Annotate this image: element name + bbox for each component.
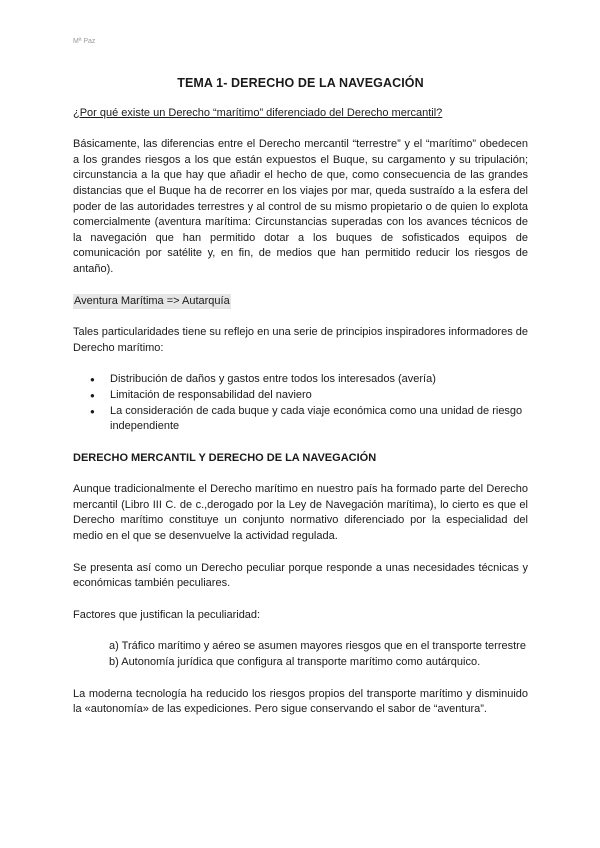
highlighted-note: Aventura Marítima => Autarquía [73, 294, 231, 310]
list-item: b) Autonomía jurídica que configura al transporte marítimo como autárquico. [109, 656, 481, 669]
list-item: a) Tráfico marítimo y aéreo se asumen mayores riesgos que en el transporte terrestre [109, 640, 526, 653]
principles-list [73, 372, 528, 434]
section-heading: DERECHO MERCANTIL Y DERECHO DE LA NAVEGACIÓN [73, 451, 377, 464]
paragraph-intro: Básicamente, las diferencias entre el Derecho mercantil “terrestre” y el “marítimo” obedecen a los grandes riesgos a los que están expuestos el Buque, su cargamento y su tripulación; circunstancia a la que hay que añadir el hecho de que, como consecuencia de las grandes distancias que el Buque ha de recorrer en los viajes por mar, queda sustraído a la esfera del poder de las autoridades terrestres y al control de su mismo propietario o de quien lo explota comercialmente (aventura marítima: Circunstancias superadas con los avances técnicos de la navegación que han permitido dotar a los buques de sofisticados equipos de comunicación por satélite y, en fin, de medios que han permitido reducir los riesgos de antaño). [73, 138, 528, 275]
highlight-wrapper [73, 294, 528, 326]
list-item: ● La consideración de cada buque y cada viaje económica como una unidad de riesgo independiente [110, 404, 528, 435]
section-question: ¿Por qué existe un Derecho “marítimo” diferenciado del Derecho mercantil? [73, 106, 443, 119]
document-body [73, 76, 528, 718]
paragraph-technology: La moderna tecnología ha reducido los riesgos propios del transporte marítimo y disminuido la «autonomía» de las expediciones. Pero sigue conservando el sabor de “aventura”. [73, 687, 528, 716]
paragraph-tradition: Aunque tradicionalmente el Derecho marítimo en nuestro país ha formado parte del Derecho mercantil (Libro III C. de c.,derogado por la Ley de Navegación marítima), lo cierto es que el Derecho marítimo constituye un conjunto normativo diferenciado por la especialidad del medio en el que se desenvuelve la actividad regulada. [73, 483, 528, 543]
factors-list [73, 639, 528, 670]
list-item: ● Limitación de responsabilidad del naviero [110, 388, 528, 404]
paragraph-principles: Tales particularidades tiene su reflejo en una serie de principios inspiradores informadores de Derecho marítimo: [73, 326, 528, 354]
paragraph-peculiar: Se presenta así como un Derecho peculiar porque responde a unas necesidades técnicas y económicas también peculiares. [73, 561, 528, 590]
page-title: TEMA 1- DERECHO DE LA NAVEGACIÓN [177, 76, 424, 90]
paragraph-factors: Factores que justifican la peculiaridad: [73, 608, 261, 621]
author-header: Mª Paz [73, 38, 96, 45]
list-item: ● Distribución de daños y gastos entre todos los interesados (avería) [110, 372, 528, 388]
